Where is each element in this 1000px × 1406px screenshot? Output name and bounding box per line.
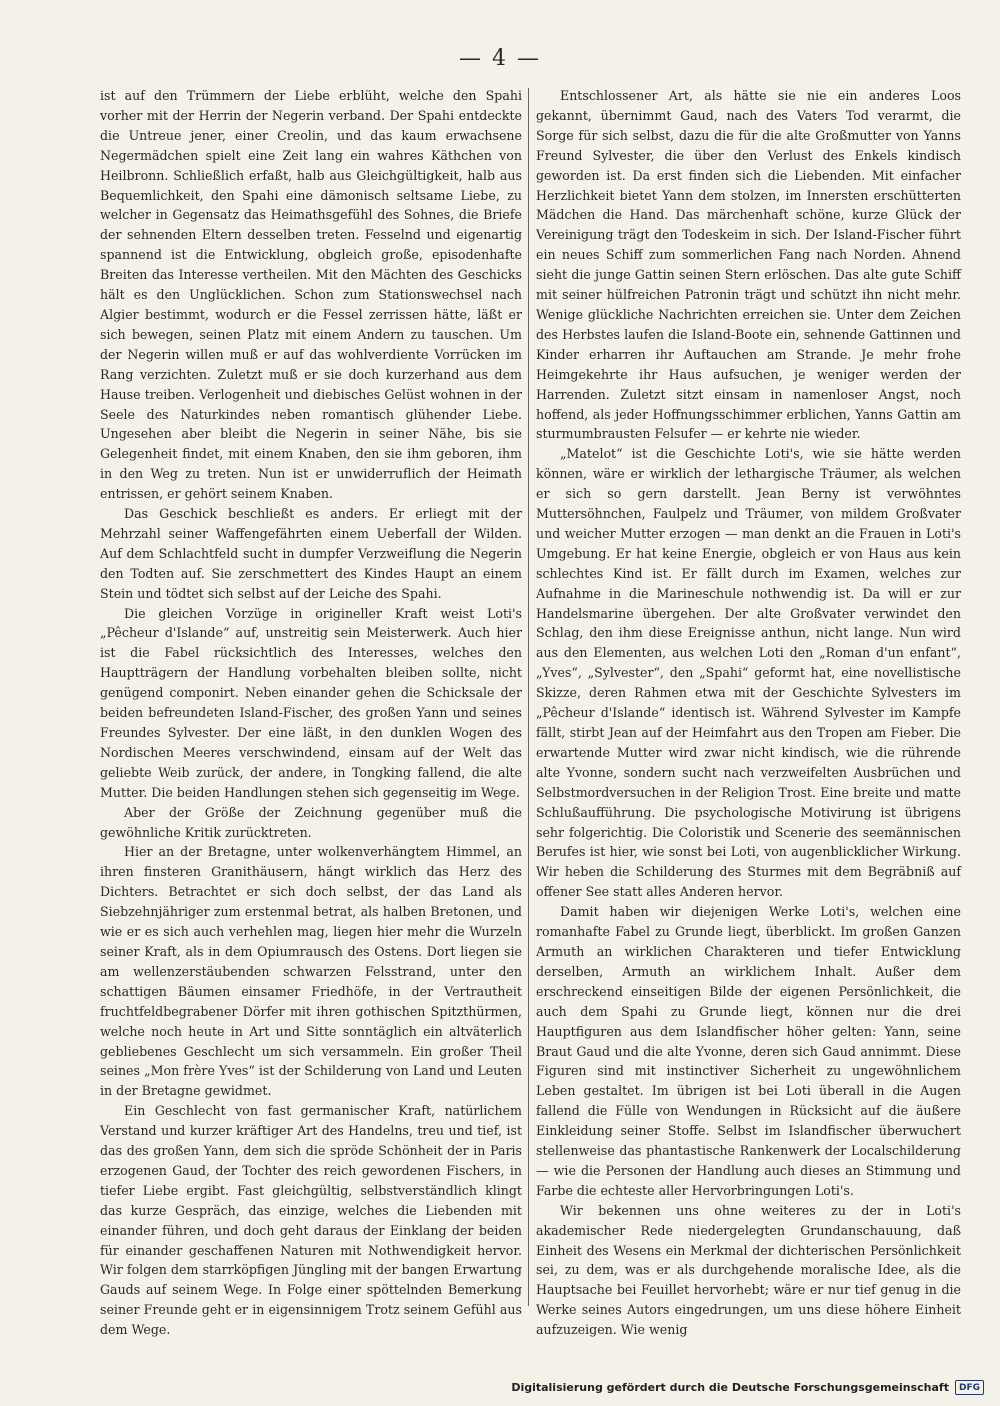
paragraph: Hier an der Bretagne, unter wolkenverhängtem Himmel, an ihren finsteren Granithäusern, hängt wirklich das Herz des Dichters. Betrachtet er sich doch selbst, der das Land als Siebzehnjähriger zum erstenmal betrat, als halben Bretonen, und wie er es sich auch verhehlen mag, liegen hier mehr die Wurzeln seiner Kraft, als in dem Opiumrausch des Ostens. Dort liegen sie am wellenzerstäubenden schwarzen Felsstrand, unter den schattigen Bäumen einsamer Friedhöfe, in der Vertrautheit fruchtfeldbegrabener Dörfer mit ihren gothischen Spitzthürmen, welche noch heute in Art und Sitte sonntäglich ein altväterlich gebliebenes Geschlecht um sich versammeln. Ein großer Theil seines „Mon frère Yves“ ist der Schilderung von Land und Leuten in der Bretagne gewidmet. bbox=[100, 844, 522, 1099]
paragraph: Damit haben wir diejenigen Werke Loti's, welchen eine romanhafte Fabel zu Grunde liegt, überblickt. Im großen Ganzen Armuth an wirklichen Charakteren und tiefer Entwicklung derselben, Armuth an wirklichem Inhalt. Außer dem erschreckend einseitigen Bilde der eigenen Persönlichkeit, die auch dem Spahi zu Grunde liegt, können nur die drei Hauptfiguren aus dem Islandfischer höher gelten: Yann, seine Braut Gaud und die alte Yvonne, deren sich Gaud annimmt. Diese Figuren sind mit instinctiver Sicherheit zu ungewöhnlichem Leben gestaltet. Im übrigen ist bei Loti überall in die Augen fallend die Fülle von Wendungen in Rücksicht auf die äußere Einkleidung seiner Stoffe. Selbst im Islandfischer überwuchert stellenweise das phantastische Rankenwerk der Localschilderung — wie die Personen der Handlung auch dieses an Stimmung und Farbe die echteste aller Hervorbringungen Loti's. bbox=[536, 904, 961, 1198]
paragraph: Entschlossener Art, als hätte sie nie ein anderes Loos gekannt, übernimmt Gaud, nach des Vaters Tod verarmt, die Sorge für sich selbst, dazu die für die alte Großmutter von Yanns Freund Sylvester, die über den Verlust des Enkels kindisch geworden ist. Da erst finden sich die Liebenden. Mit einfacher Herzlichkeit bietet Yann dem stolzen, im Innersten erschütterten Mädchen die Hand. Das märchenhaft schöne, kurze Glück der Vereinigung trägt den Todeskeim in sich. Der Island-Fischer führt ein neues Schiff zum sommerlichen Fang nach Norden. Ahnend sieht die junge Gattin seinen Stern erlöschen. Das alte gute Schiff mit seiner hülfreichen Patronin trägt und schützt ihn nicht mehr. Wenige glückliche Nachrichten erreichen sie. Unter dem Zeichen des Herbstes laufen die Island-Boote ein, sehnende Gattinnen und Kinder erharren ihr Auftauchen am Strande. Je mehr frohe Heimgekehrte ihr Haus aufsuchen, je weniger werden der Harrenden. Zuletzt sitzt einsam in namenloser Angst, noch hoffend, als jeder Hoffnungsschimmer erblichen, Yanns Gattin am sturmumbrausten Felsufer — er kehrte nie wieder. bbox=[536, 88, 961, 442]
paragraph: Ein Geschlecht von fast germanischer Kraft, natürlichem Verstand und kurzer kräftiger Art des Handelns, treu und tief, ist das des großen Yann, dem sich die spröde Schönheit der in Paris erzogenen Gaud, der Tochter des reich gewordenen Fischers, in tiefer Liebe ergibt. Fast gleichgültig, selbstverständlich klingt das kurze Gespräch, das einzige, welches die Liebenden mit einander führen, und doch geht daraus der Einklang der beiden für einander geschaffenen Naturen mit Nothwendigkeit hervor. Wir folgen dem starrköpfigen Jüngling mit der bangen Erwartung Gauds auf seinem Wege. In Folge einer spöttelnden Bemerkung seiner Freunde geht er in eigensinnigem Trotz seinem Gefühl aus dem Wege. bbox=[100, 1103, 522, 1338]
paragraph: Wir bekennen uns ohne weiteres zu der in Loti's akademischer Rede niedergelegten Grundanschauung, daß Einheit des Wesens ein Merkmal der dichterischen Persönlichkeit sei, zu dem, was er als durchgehende moralische Idee, als die Hauptsache bei Feuillet hervorhebt; wäre er nur tief genug in die Werke seines Autors eingedrungen, um uns diese höhere Einheit aufzuzeigen. Wie wenig bbox=[536, 1202, 961, 1338]
paragraph: ist auf den Trümmern der Liebe erblüht, welche den Spahi vorher mit der Herrin der Negerin verband. Der Spahi entdeckte die Untreue jener, einer Creolin, und das kaum erwachsene Negermädchen spielt eine Zeit lang ein wahres Käthchen von Heilbronn. Schließlich erfaßt, halb aus Gleichgültigkeit, halb aus Bequemlichkeit, den Spahi eine dämonisch seltsame Liebe, zu welcher in Gegensatz das Heimathsgefühl des Sohnes, die Briefe der sehnenden Eltern desselben treten. Fesselnd und eigenartig spannend ist die Entwicklung, obgleich große, episodenhafte Breiten das Interesse vertheilen. Mit den Mächten des Geschicks hält es den Unglücklichen. Schon zum Stationswechsel nach Algier bestimmt, wodurch er die Fessel zerrissen hätte, läßt er sich bewegen, seinen Platz mit einem Andern zu tauschen. Um der Negerin willen muß er auf das wohlverdiente Vorrücken im Rang verzichten. Zuletzt muß er sie doch kurzerhand aus dem Hause treiben. Verlogenheit und diebisches Gelüst wohnen in der Seele des Naturkindes neben romantisch glühender Liebe. Ungesehen aber bleibt die Negerin in seiner Nähe, bis sie Gelegenheit findet, mit einem Knaben, den sie ihm geboren, ihm in den Weg zu treten. Nun ist er unwiderruflich der Heimath entrissen, er gehört seinem Knaben. bbox=[100, 88, 522, 502]
paragraph: Die gleichen Vorzüge in origineller Kraft weist Loti's „Pêcheur d'Islande“ auf, unstreitig sein Meisterwerk. Auch hier ist die Fabel rücksichtlich des Interesses, welches den Hauptträgern der Handlung vorbehalten bleiben sollte, nicht genügend componirt. Neben einander gehen die Schicksale der beiden befreundeten Island-Fischer, des großen Yann und seines Freundes Sylvester. Der eine läßt, in den dunklen Wogen des Nordischen Meeres verschwindend, einsam auf der Welt das geliebte Weib zurück, der andere, in Tongking fallend, die alte Mutter. Die beiden Handlungen stehen sich gegenseitig im Wege. bbox=[100, 605, 522, 800]
right-column bbox=[536, 86, 961, 1340]
paragraph: Aber der Größe der Zeichnung gegenüber muß die gewöhnliche Kritik zurücktreten. bbox=[100, 804, 522, 840]
paragraph: Das Geschick beschließt es anders. Er erliegt mit der Mehrzahl seiner Waffengefährten einem Ueberfall der Wilden. Auf dem Schlachtfeld sucht in dumpfer Verzweiflung die Negerin den Todten auf. Sie zerschmettert des Kindes Haupt an einem Stein und tödtet sich selbst auf der Leiche des Spahi. bbox=[100, 506, 522, 601]
footer-text: Digitalisierung gefördert durch die Deutsche Forschungsgemeinschaft bbox=[511, 1381, 949, 1394]
paragraph: „Matelot“ ist die Geschichte Loti's, wie sie hätte werden können, wäre er wirklich der lethargische Träumer, als welchen er sich so gern darstellt. Jean Berny ist verwöhntes Muttersöhnchen, Faulpelz und Träumer, von mildem Großvater und weicher Mutter erzogen — man denkt an die Frauen in Loti's Umgebung. Er hat keine Energie, obgleich er von Haus aus kein schlechtes Kind ist. Er fällt durch im Examen, welches zur Aufnahme in die Marineschule nothwendig ist. Da will er zur Handelsmarine übergehen. Der alte Großvater verwindet den Schlag, den ihm diese Ereignisse anthun, nicht lange. Nun wird aus den Elementen, aus welchen Loti den „Roman d'un enfant“, „Yves“, „Sylvester“, den „Spahi“ geformt hat, eine novellistische Skizze, deren Rahmen etwa mit der Geschichte Sylvesters im „Pêcheur d'Islande“ identisch ist. Während Sylvester im Kampfe fällt, stirbt Jean auf der Heimfahrt aus den Tropen am Fieber. Die erwartende Mutter wird zwar nicht kindisch, wie die rührende alte Yvonne, sondern sucht nach verzweifelten Ausbrüchen und Selbstmordversuchen in der Religion Trost. Eine breite und matte Schlußaufführung. Die psychologische Motivirung ist übrigens sehr folgerichtig. Die Coloristik und Scenerie des seemännischen Berufes ist hier, wie sonst bei Loti, von augenblicklicher Wirkung. Wir heben die Schilderung des Sturmes mit dem Begräbniß auf offener See statt alles Anderen hervor. bbox=[536, 446, 961, 900]
footer-credit bbox=[511, 1380, 984, 1395]
dfg-logo: DFG bbox=[955, 1380, 984, 1395]
page-number: — 4 — bbox=[459, 46, 541, 71]
left-column bbox=[100, 86, 522, 1340]
column-divider bbox=[528, 88, 529, 1306]
